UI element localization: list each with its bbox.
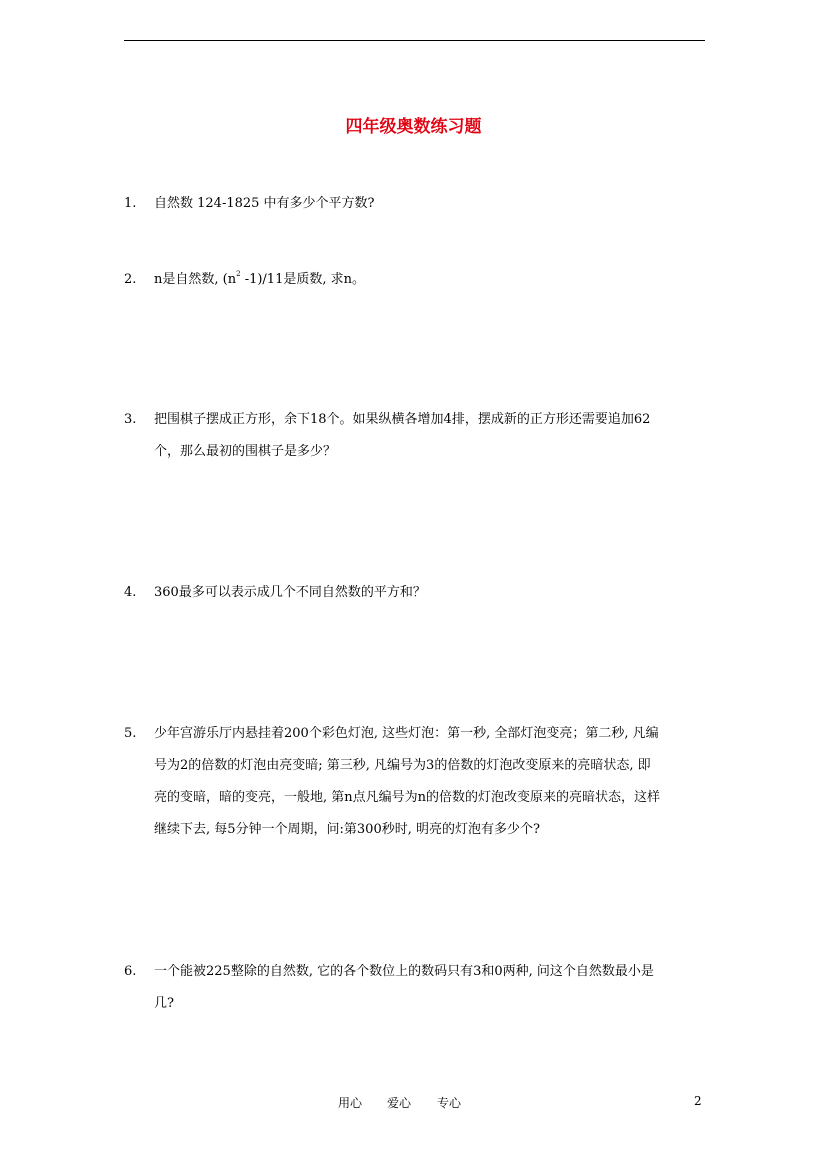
page-title: 四年级奥数练习题 (345, 117, 482, 137)
question-text-part: -1)/11是质数, 求n。 (240, 272, 365, 287)
page-number: 2 (694, 1094, 702, 1108)
question-text-line (154, 264, 709, 296)
question-text-line: 个，那么最初的围棋子是多少？ (154, 444, 337, 459)
footer-slogan-word: 用心 (338, 1096, 363, 1110)
question-number: 5. (124, 726, 137, 741)
question-number: 6. (124, 964, 137, 979)
question-text-line: 把围棋子摆成正方形，余下18个。如果纵横各增加4排，摆成新的正方形还需要追加62 (154, 412, 651, 427)
header-rule (124, 40, 705, 41)
question-text-line: 自然数 124-1825 中有多少个平方数? (154, 196, 375, 211)
superscript-exponent: 2 (236, 270, 241, 278)
question-text-line: 继续下去, 每5分钟一个周期，问:第300秒时, 明亮的灯泡有多少个? (154, 822, 540, 837)
question-number: 2. (124, 272, 137, 287)
question-number: 4. (124, 585, 137, 600)
question-text-line: 一个能被225整除的自然数, 它的各个数位上的数码只有3和0两种, 问这个自然数最小是 (154, 964, 654, 979)
question-text-line: 几? (154, 996, 174, 1011)
question-text-line: 号为2的倍数的灯泡由亮变暗; 第三秒, 凡编号为3的倍数的灯泡改变原来的亮暗状态, 即 (154, 758, 651, 773)
footer-slogan-word: 专心 (437, 1096, 462, 1110)
footer-slogan-word: 爱心 (387, 1096, 412, 1110)
question-number: 3. (124, 412, 137, 427)
question-number: 1. (124, 196, 137, 211)
question-text-line: 亮的变暗，暗的变亮，一般地, 第n点凡编号为n的倍数的灯泡改变原来的亮暗状态，这样 (154, 790, 661, 805)
question-text-line: 少年宫游乐厅内悬挂着200个彩色灯泡, 这些灯泡：第一秒, 全部灯泡变亮；第二秒, 凡编 (154, 726, 659, 741)
question-text-line: 360最多可以表示成几个不同自然数的平方和？ (154, 585, 426, 600)
question-text-part: n是自然数, (n (154, 272, 237, 287)
